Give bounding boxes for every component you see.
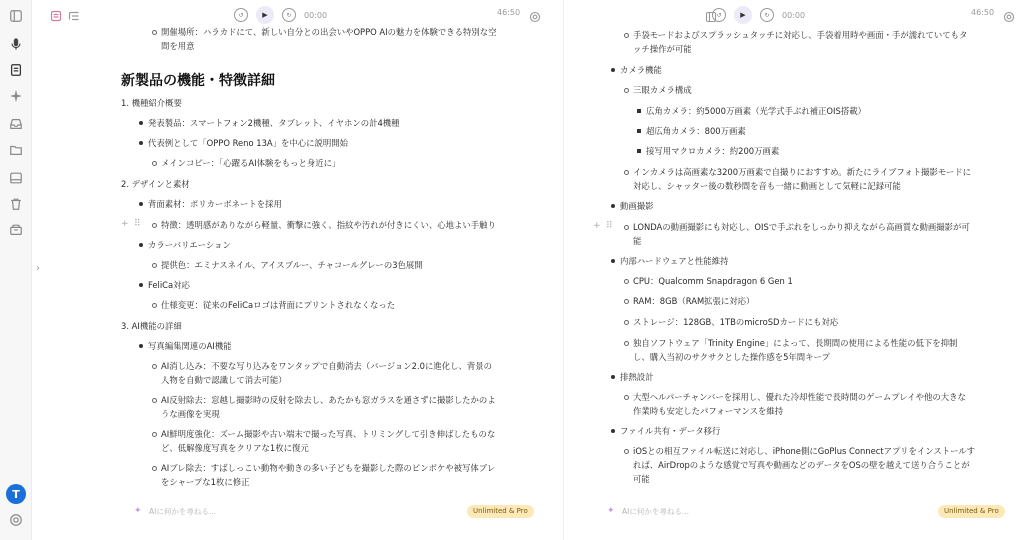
drag-handle-icon[interactable]: ⠿ bbox=[606, 221, 613, 231]
left-toolbar bbox=[50, 7, 80, 19]
right-document-pane bbox=[580, 0, 1020, 540]
numbered-item: 2. デザインと素材 bbox=[121, 179, 190, 189]
list-item-continued: をシャープな1枚に修正 bbox=[161, 477, 250, 487]
current-time: 00:00 bbox=[304, 10, 328, 20]
list-item: 超広角カメラ：800万画素 bbox=[646, 126, 746, 136]
sparkle-icon[interactable] bbox=[8, 88, 24, 104]
list-item-continued: ど、低解像度写真をクリアな1枚に復元 bbox=[161, 443, 309, 453]
list-item-continued: 対応し、シャッター後の数秒間を音も一緒に動画として気軽に記録可能 bbox=[633, 181, 901, 191]
list-item: カメラ機能 bbox=[620, 65, 662, 75]
list-item: iOSとの相互ファイル転送に対応し、iPhone側にGoPlus Connectアプリをインストールす bbox=[633, 446, 976, 456]
total-time: 46:50 bbox=[971, 8, 995, 17]
ai-input-bar[interactable] bbox=[134, 502, 216, 520]
forward-button[interactable]: ↻ bbox=[282, 8, 296, 22]
chevron-right-icon[interactable]: › bbox=[36, 263, 40, 274]
sidebar bbox=[0, 0, 32, 540]
inbox-icon[interactable] bbox=[8, 116, 24, 132]
list-item: 仕様変更：従来のFeliCaロゴは背面にプリントされなくなった bbox=[161, 300, 396, 310]
list-item-continued: 可能 bbox=[633, 474, 650, 484]
current-time: 00:00 bbox=[782, 10, 806, 20]
list-item-continued: 作業時も安定したパフォーマンスを維持 bbox=[633, 406, 784, 416]
list-item: 代表例として「OPPO Reno 13A」を中心に説明開始 bbox=[148, 138, 349, 148]
trash-icon[interactable] bbox=[8, 196, 24, 212]
list-item-continued: うな画像を実現 bbox=[161, 409, 220, 419]
list-item: LONDAの動画撮影にも対応し、OISで手ぶれをしっかり抑えながら高画質な動画撮影が可 bbox=[633, 222, 970, 232]
list-item: FeliCa対応 bbox=[148, 280, 190, 290]
archive-icon[interactable] bbox=[8, 222, 24, 238]
list-item: 背面素材：ポリカーボネートを採用 bbox=[148, 199, 282, 209]
ai-sparkle-icon: ✦ bbox=[607, 506, 615, 516]
list-item: 独自ソフトウェア「Trinity Engine」によって、長期間の使用による性能の低下を抑制 bbox=[633, 338, 958, 348]
plan-badge: Unlimited & Pro bbox=[938, 505, 1005, 518]
numbered-item: 3. AI機能の詳細 bbox=[121, 321, 182, 331]
list-item: 開催場所：ハラカドにて、新しい自分との出会いやOPPO AIの魅力を体験できる特別な空 bbox=[161, 27, 497, 37]
left-document-pane bbox=[44, 0, 544, 540]
list-item: インカメラは高画素な3200万画素で自撮りにおすすめ。新たにライブフォト撮影モードに bbox=[633, 167, 972, 177]
ai-input-placeholder[interactable]: AIに何かを尋ねる... bbox=[622, 506, 689, 516]
numbered-item: 1. 機種紹介概要 bbox=[121, 98, 182, 108]
add-block-icon[interactable]: + bbox=[593, 221, 601, 231]
list-item: 手袋モードおよびスプラッシュタッチに対応し、手袋着用時や画面・手が濡れていてもタ bbox=[633, 30, 968, 40]
list-item: 動画撮影 bbox=[620, 201, 654, 211]
rewind-button[interactable]: ↺ bbox=[712, 8, 726, 22]
section-heading: 新製品の機能・特徴詳細 bbox=[121, 73, 275, 89]
layout-icon[interactable] bbox=[8, 170, 24, 186]
list-item-continued: し、購入当初のサクサクとした操作感を5年間キープ bbox=[633, 352, 830, 362]
list-item: AIブレ除去：すばしっこい動物や動きの多い子どもを撮影した際のピンボケや被写体ブレ bbox=[161, 463, 496, 473]
list-item: 内部ハードウェアと性能維持 bbox=[620, 256, 729, 266]
help-icon[interactable] bbox=[8, 512, 24, 528]
audio-player bbox=[234, 4, 327, 26]
list-item-continued: 間を用意 bbox=[161, 41, 195, 51]
list-item-continued: れば、AirDropのような感覚で写真や動画などのデータをOSの壁を越えて送り合うことが bbox=[633, 460, 970, 470]
list-item: 大型ヘルパーチャンバーを採用し、優れた冷却性能で長時間のゲームプレイや他の大きな bbox=[633, 392, 966, 402]
ai-input-placeholder[interactable]: AIに何かを尋ねる... bbox=[149, 506, 216, 516]
note-view-icon[interactable] bbox=[50, 7, 62, 19]
mic-icon[interactable] bbox=[8, 36, 24, 52]
folder-icon[interactable] bbox=[8, 142, 24, 158]
drag-handle-icon[interactable]: ⠿ bbox=[134, 219, 141, 229]
forward-button[interactable]: ↻ bbox=[760, 8, 774, 22]
list-item: ストレージ：128GB、1TBのmicroSDカードにも対応 bbox=[633, 317, 839, 327]
list-item: AI消し込み：不要な写り込みをワンタップで自動消去（バージョン2.0に進化し、背景の bbox=[161, 361, 492, 371]
list-item-continued: 能 bbox=[633, 236, 642, 246]
total-time: 46:50 bbox=[497, 8, 521, 17]
avatar[interactable]: T bbox=[6, 484, 26, 504]
rewind-button[interactable]: ↺ bbox=[234, 8, 248, 22]
play-button[interactable]: ▶ bbox=[256, 6, 274, 24]
list-item: 広角カメラ：約5000万画素（光学式手ぶれ補正OIS搭載） bbox=[646, 106, 866, 116]
list-item: 三眼カメラ構成 bbox=[633, 85, 692, 95]
settings-icon[interactable] bbox=[529, 8, 541, 20]
list-item: ファイル共有・データ移行 bbox=[620, 426, 721, 436]
list-item: 提供色：エミナスネイル、アイスブルー、チャコールグレーの3色展開 bbox=[161, 260, 423, 270]
panel-icon[interactable] bbox=[8, 8, 24, 24]
list-item-continued: ッチ操作が可能 bbox=[633, 44, 692, 54]
play-button[interactable]: ▶ bbox=[734, 6, 752, 24]
settings-icon[interactable] bbox=[1003, 8, 1015, 20]
list-item-continued: 人物を自動で認識して消去可能） bbox=[161, 375, 287, 385]
list-item: 接写用マクロカメラ：約200万画素 bbox=[646, 146, 780, 156]
list-item: メインコピー：「心躍るAI体験をもっと身近に」 bbox=[161, 158, 341, 168]
list-item: 発表製品：スマートフォン2機種、タブレット、イヤホンの計4機種 bbox=[148, 118, 400, 128]
pane-divider bbox=[563, 0, 564, 540]
list-item: 写真編集関連のAI機能 bbox=[148, 341, 232, 351]
list-item: AI反射除去：窓越し撮影時の反射を除去し、あたかも窓ガラスを通さずに撮影したかのよ bbox=[161, 395, 496, 405]
list-item: AI鮮明度強化：ズーム撮影や古い端末で撮った写真、トリミングして引き伸ばしたものな bbox=[161, 429, 496, 439]
list-item: カラーバリエーション bbox=[148, 240, 231, 250]
plan-badge: Unlimited & Pro bbox=[467, 505, 534, 518]
list-item: 排熱設計 bbox=[620, 372, 654, 382]
list-item: RAM：8GB（RAM拡張に対応） bbox=[633, 296, 755, 306]
note-icon[interactable] bbox=[8, 62, 24, 78]
list-item: 特徴：透明感がありながら軽量、衝撃に強く、指紋や汚れが付きにくい、心地よい手触り bbox=[161, 220, 496, 230]
audio-player bbox=[712, 4, 805, 26]
add-block-icon[interactable]: + bbox=[121, 219, 129, 229]
ai-sparkle-icon: ✦ bbox=[134, 506, 142, 516]
outline-view-icon[interactable] bbox=[68, 7, 80, 19]
ai-input-bar[interactable] bbox=[607, 502, 689, 520]
list-item: CPU：Qualcomm Snapdragon 6 Gen 1 bbox=[633, 276, 793, 286]
